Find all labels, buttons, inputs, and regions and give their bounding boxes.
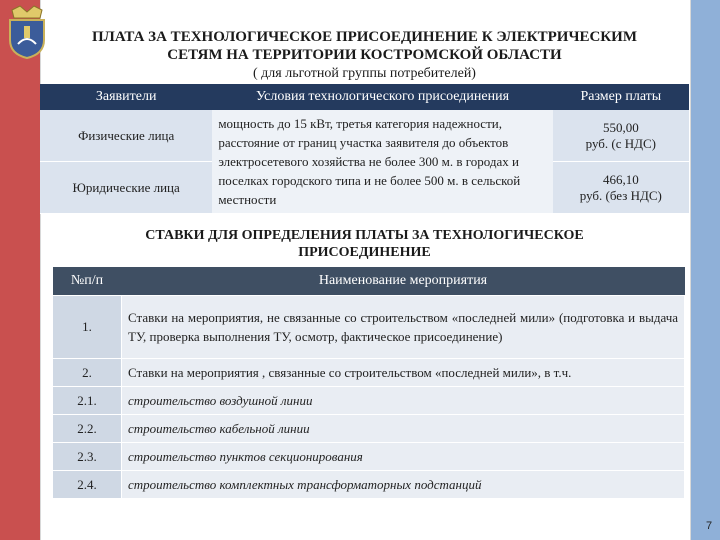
header-fee: Размер платы — [553, 84, 689, 110]
row-number: 2. — [53, 359, 122, 387]
header-applicants: Заявители — [40, 84, 212, 110]
fee-row-individuals — [40, 110, 689, 162]
table-row — [53, 359, 685, 387]
title-line-2: СЕТЯМ НА ТЕРРИТОРИИ КОСТРОМСКОЙ ОБЛАСТИ — [167, 47, 562, 63]
row-number: 1. — [53, 296, 122, 359]
table-row — [53, 415, 685, 443]
header-number: №п/п — [53, 267, 122, 296]
applicant-individuals: Физические лица — [40, 110, 212, 162]
page-title — [40, 28, 689, 64]
row-number: 2.2. — [53, 415, 122, 443]
row-description: строительство воздушной линии — [122, 387, 685, 415]
fee-individuals-amount: 550,00 — [602, 119, 639, 135]
fee-legal — [553, 162, 689, 214]
section-title-line-2: ПРИСОЕДИНЕНИЕ — [298, 245, 431, 260]
rates-table — [52, 267, 685, 499]
fee-table — [40, 84, 689, 214]
row-description: строительство комплектных трансформаторных подстанций — [122, 471, 685, 499]
rates-table-header — [53, 267, 685, 296]
row-description: строительство пунктов секционирования — [122, 443, 685, 471]
fee-legal-note: руб. (без НДС) — [579, 187, 662, 203]
header-conditions: Условия технологического присоединения — [212, 84, 552, 110]
page-subtitle: ( для льготной группы потребителей) — [253, 66, 476, 81]
fee-individuals — [553, 110, 689, 162]
fee-table-header — [40, 84, 689, 110]
row-number: 2.1. — [53, 387, 122, 415]
table-row — [53, 443, 685, 471]
fee-individuals-note: руб. (с НДС) — [585, 135, 657, 151]
header-activity: Наименование мероприятия — [122, 267, 685, 296]
row-description: Ставки на мероприятия , связанные со строительством «последней мили», в т.ч. — [122, 359, 685, 387]
row-number: 2.4. — [53, 471, 122, 499]
row-description: Ставки на мероприятия, не связанные со строительством «последней мили» (подготовка и выдача ТУ, проверка выполнения ТУ, осмотр, фактическое присоединение) — [122, 296, 685, 359]
applicant-legal: Юридические лица — [40, 162, 212, 214]
table-row — [53, 471, 685, 499]
page-number: 7 — [706, 520, 713, 532]
table-row — [53, 296, 685, 359]
section-title-line-1: СТАВКИ ДЛЯ ОПРЕДЕЛЕНИЯ ПЛАТЫ ЗА ТЕХНОЛОГИЧЕСКОЕ — [145, 228, 584, 243]
title-line-1: ПЛАТА ЗА ТЕХНОЛОГИЧЕСКОЕ ПРИСОЕДИНЕНИЕ К ЭЛЕКТРИЧЕСКИМ — [91, 29, 637, 45]
connection-conditions: мощность до 15 кВт, третья категория надежности, расстояние от границ участка заявителя до объектов электросетевого хозяйства не более 300 м. в городах и поселках городского типа и не более 500 м. в сельской местности — [212, 110, 552, 214]
row-number: 2.3. — [53, 443, 122, 471]
table-row — [53, 387, 685, 415]
fee-legal-amount: 466,10 — [602, 171, 639, 187]
row-description: строительство кабельной линии — [122, 415, 685, 443]
section-title — [40, 227, 689, 261]
